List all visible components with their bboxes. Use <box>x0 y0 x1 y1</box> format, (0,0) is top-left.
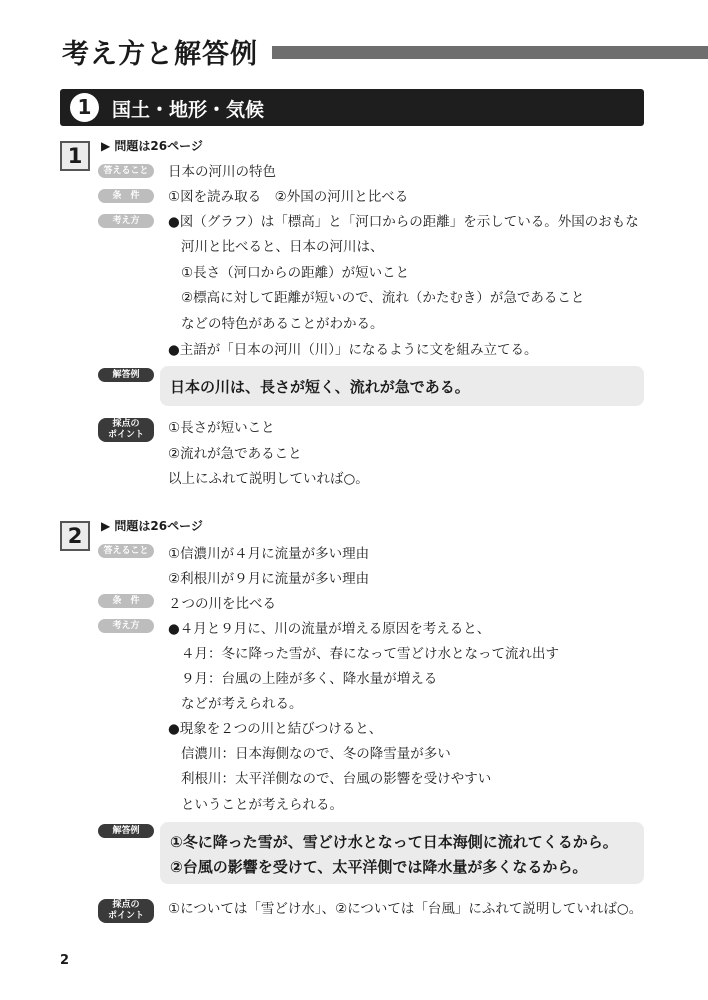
q1-thinking-line: ②標高に対して距離が短いので、流れ（かたむき）が急であること <box>181 290 585 306</box>
label-scoring-line: ポイント <box>107 430 144 440</box>
label-answer-example: 解答例 <box>98 824 154 838</box>
question-1-number: 1 <box>60 141 90 171</box>
q2-thinking-line: 利根川：太平洋側なので、台風の影響を受けやすい <box>181 771 492 787</box>
q1-conditions: ①図を読み取る ②外国の河川と比べる <box>168 189 409 205</box>
q2-thinking-line: ●現象を２つの川と結びつけると、 <box>168 721 383 737</box>
q2-thinking-line: ９月：台風の上陸が多く、降水量が増える <box>181 671 438 687</box>
q2-answer-what-line: ②利根川が９月に流量が多い理由 <box>168 571 370 587</box>
label-scoring-line: 採点の <box>112 900 140 910</box>
q2-answer-what-line: ①信濃川が４月に流量が多い理由 <box>168 546 370 562</box>
q2-answer-box <box>160 822 644 884</box>
q1-answer-box <box>160 366 644 406</box>
q2-conditions: ２つの川を比べる <box>168 596 276 612</box>
page-number: 2 <box>60 953 70 968</box>
label-thinking: 考え方 <box>98 619 154 633</box>
label-answer-what: 答えること <box>98 544 154 558</box>
label-thinking: 考え方 <box>98 214 154 228</box>
q1-point-line: ②流れが急であること <box>168 446 302 462</box>
section-header <box>60 89 644 126</box>
section-title: 国土・地形・気候 <box>112 99 265 121</box>
q2-thinking-line: ということが考えられる。 <box>181 797 343 813</box>
label-answer-what: 答えること <box>98 164 154 178</box>
q2-answer-line: ①冬に降った雪が、雪どけ水となって日本海側に流れてくるから。 <box>170 833 618 851</box>
label-scoring-line: 採点の <box>112 419 140 429</box>
label-scoring-line: ポイント <box>107 911 144 921</box>
label-scoring-points <box>98 899 154 923</box>
label-conditions: 条 件 <box>98 594 154 608</box>
label-answer-example: 解答例 <box>98 368 154 382</box>
q1-thinking-line: などの特色があることがわかる。 <box>181 316 384 332</box>
label-conditions: 条 件 <box>98 189 154 203</box>
q2-thinking-line: などが考えられる。 <box>181 696 303 712</box>
q1-point-line: 以上にふれて説明していれば○。 <box>168 471 369 487</box>
q2-thinking-line: ●４月と９月に、川の流量が増える原因を考えると、 <box>168 621 491 637</box>
section-number: 1 <box>70 93 99 122</box>
q1-answer-line: 日本の川は、長さが短く、流れが急である。 <box>170 378 470 396</box>
question-2-page-ref: ▶ 問題は26ページ <box>101 519 203 533</box>
page-title: 考え方と解答例 <box>62 39 258 70</box>
question-1-page-ref: ▶ 問題は26ページ <box>101 139 203 153</box>
question-2-number: 2 <box>60 521 90 551</box>
label-scoring-points <box>98 418 154 442</box>
q1-thinking-line: ●主語が「日本の河川（川）」になるように文を組み立てる。 <box>168 342 538 358</box>
title-bar <box>272 46 708 59</box>
q1-thinking-line: 河川と比べると、日本の河川は、 <box>181 239 384 255</box>
q1-thinking-line: ●図（グラフ）は「標高」と「河口からの距離」を示している。外国のおもな <box>168 214 639 230</box>
q1-answer-what: 日本の河川の特色 <box>168 164 276 180</box>
q2-thinking-line: ４月：冬に降った雪が、春になって雪どけ水となって流れ出す <box>181 646 559 662</box>
q2-thinking-line: 信濃川：日本海側なので、冬の降雪量が多い <box>181 746 451 762</box>
q2-answer-line: ②台風の影響を受けて、太平洋側では降水量が多くなるから。 <box>170 858 588 876</box>
q1-thinking-line: ①長さ（河口からの距離）が短いこと <box>181 265 410 281</box>
q1-point-line: ①長さが短いこと <box>168 420 275 436</box>
q2-point-line: ①については「雪どけ水」、②については「台風」にふれて説明していれば○。 <box>168 901 643 917</box>
